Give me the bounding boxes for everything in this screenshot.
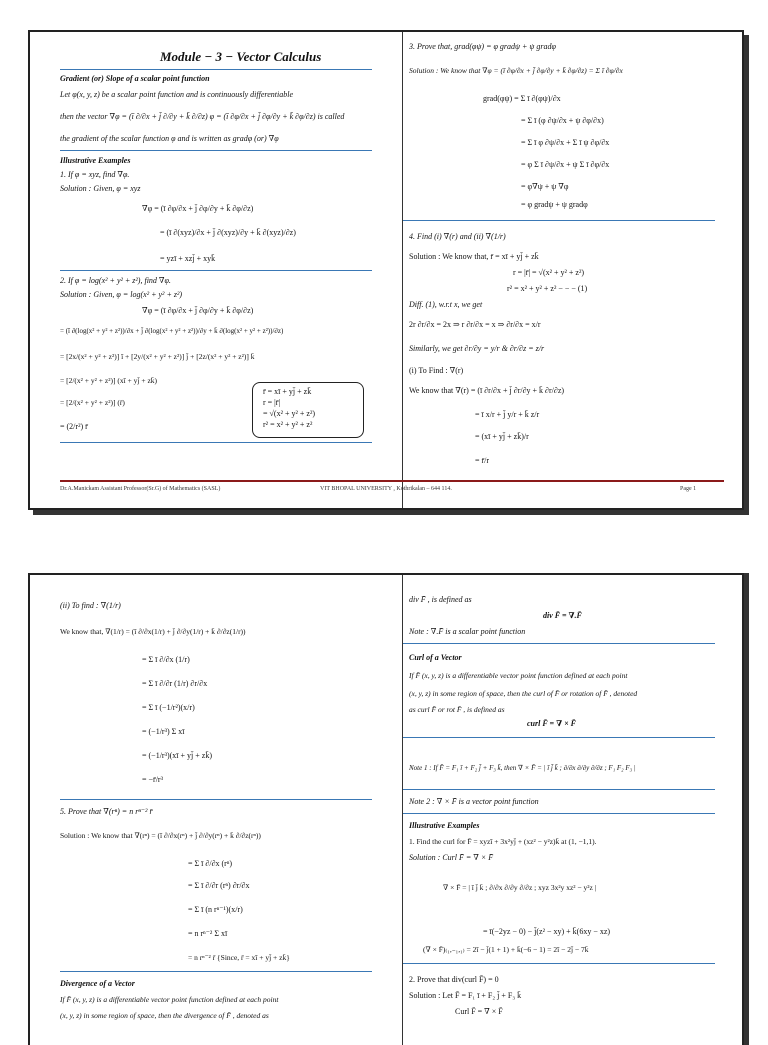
equation-line: = yzī + xzj̄ + xyk̄ xyxy=(160,254,216,263)
text-line: Diff. (1), w.r.t x, we get xyxy=(409,300,483,309)
divider xyxy=(403,737,715,738)
divider xyxy=(60,150,372,151)
divider xyxy=(403,813,715,814)
divider xyxy=(403,220,715,221)
equation-line: = Σ ī ∂/∂x (1/r) xyxy=(142,655,190,664)
equation-line: r = |r̄| = √(x² + y² + z²) xyxy=(513,268,585,277)
equation-line: = Σ ī (−1/r²)(x/r) xyxy=(142,703,195,712)
page2-left-column xyxy=(30,575,374,1045)
equation-line: = (2/r²) r̄ xyxy=(60,422,88,431)
divider xyxy=(60,799,372,800)
equation-line: = n rⁿ⁻² r̄ {Since, r̄ = xī + yj̄ + zk̄} xyxy=(188,953,290,962)
equation-line: = Σ ī (φ ∂ψ/∂x + ψ ∂φ/∂x) xyxy=(521,116,604,125)
equation-line: grad(φψ) = Σ ī ∂(φψ)/∂x xyxy=(483,94,561,103)
equation-line: 2r ∂r/∂x = 2x ⇒ r ∂r/∂x = x ⇒ ∂r/∂x = x/r xyxy=(409,320,541,329)
example-question: 1. Find the curl for F̄ = xyzī + 3x²yj̄ + (xz² − y²z)k̄ at (1, −1,1). xyxy=(409,837,597,846)
document-page-1 xyxy=(28,30,744,510)
equation-line: = [2x/(x² + y² + z²)] ī + [2y/(x² + y² + z²)] j̄ + [2z/(x² + y² + z²)] k̄ xyxy=(60,352,255,361)
example-solution: Solution : Curl F̄ = ∇ × F̄ xyxy=(409,853,494,862)
equation-line: = (ī ∂(log(x² + y² + z²))/∂x + j̄ ∂(log(x² + y² + z²))/∂y + k̄ ∂(log(x² + y² + z²))/∂z) xyxy=(60,327,284,335)
divider xyxy=(403,643,715,644)
equation-line: We know that, ∇(1/r) = (ī ∂/∂x(1/r) + j̄ ∂/∂y(1/r) + k̄ ∂/∂z(1/r)) xyxy=(60,627,246,636)
equation-line: = [2/(x² + y² + z²)] (xī + yj̄ + zk̄) xyxy=(60,376,158,385)
equation-line: = ī x/r + j̄ y/r + k̄ z/r xyxy=(475,410,540,419)
equation-line: = φ∇ψ + ψ ∇φ xyxy=(521,182,569,191)
footer-page-number: Page 1 xyxy=(680,486,697,492)
equation-line: = Σ ī ∂/∂r (rⁿ) ∂r/∂x xyxy=(188,881,250,890)
page2-right-column xyxy=(402,575,742,1045)
divider xyxy=(403,963,715,964)
section-heading-examples: Illustrative Examples xyxy=(409,821,480,830)
box-line: r = |r̄| xyxy=(263,398,281,407)
equation-line: r² = x² + y² + z² − − − (1) xyxy=(507,284,588,293)
example-question: 2. Prove that div(curl F̄) = 0 xyxy=(409,975,499,984)
example-question: 3. Prove that, grad(φψ) = φ gradψ + ψ gradφ xyxy=(409,42,556,51)
section-heading-gradient: Gradient (or) Slope of a scalar point function xyxy=(60,74,210,83)
footer-university: VIT BHOPAL UNIVERSITY , Kothrikalan – 644 114. xyxy=(320,486,452,492)
text-line: (x, y, z) in some region of space, then the divergence of F̄ , denoted as xyxy=(60,1011,269,1020)
example-solution: Solution : We know that ∇(rⁿ) = (ī ∂/∂x(rⁿ) + j̄ ∂/∂y(rⁿ) + k̄ ∂/∂z(rⁿ)) xyxy=(60,831,261,840)
equation-line: = −r̄/r³ xyxy=(142,775,163,784)
example-question: 1. If φ = xyz, find ∇φ. xyxy=(60,170,130,179)
divider xyxy=(60,442,372,443)
page-title: Module − 3 − Vector Calculus xyxy=(160,49,322,64)
example-solution: Solution : Given, φ = xyz xyxy=(60,184,141,193)
note-line: Note : ∇.F̄ is a scalar point function xyxy=(409,627,526,636)
equation-line: We know that ∇(r) = (ī ∂r/∂x + j̄ ∂r/∂y + k̄ ∂r/∂z) xyxy=(409,386,565,395)
example-solution: Solution : Let F̄ = F₁ ī + F₂ j̄ + F₃ k̄ xyxy=(409,991,522,1000)
document-page-2 xyxy=(28,573,744,1045)
example-question: 2. If φ = log(x² + y² + z²), find ∇φ. xyxy=(60,276,171,285)
note-line: Note 2 : ∇ × F̄ is a vector point function xyxy=(409,797,539,806)
example-question: 4. Find (i) ∇(r) and (ii) ∇(1/r) xyxy=(409,232,506,241)
equation-line: = φ gradψ + ψ gradφ xyxy=(521,200,588,209)
equation-line: = n rⁿ⁻² Σ xī xyxy=(188,929,228,938)
equation-line: = φ Σ ī ∂ψ/∂x + ψ Σ ī ∂φ/∂x xyxy=(521,160,610,169)
equation-line: Curl F̄ = ∇ × F̄ xyxy=(455,1007,503,1016)
footer-author: Dr.A.Manickam Assistant Professor(Sr.G) of Mathematics (SASL) xyxy=(60,486,221,492)
gradient-definition-line: then the vector ∇φ = (ī ∂/∂x + j̄ ∂/∂y + k̄ ∂/∂z) φ = (ī ∂φ/∂x + j̄ ∂φ/∂y + k̄ ∂φ/∂z) is called xyxy=(60,112,345,121)
divider xyxy=(60,971,372,972)
section-heading-examples: Illustrative Examples xyxy=(60,156,131,165)
equation-line: = [2/(x² + y² + z²)] (r̄) xyxy=(60,398,125,407)
text-line: (i) To Find : ∇(r) xyxy=(409,366,464,375)
gradient-definition-line: Let φ(x, y, z) be a scalar point function and is continuously differentiable xyxy=(60,90,293,99)
text-line: If F̄ (x, y, z) is a differentiable vector point function defined at each point xyxy=(409,671,628,680)
divider xyxy=(60,69,372,70)
gradient-definition-line: the gradient of the scalar function φ and is written as gradφ (or) ∇φ xyxy=(60,134,279,143)
equation-line: = Σ ī ∂/∂x (rⁿ) xyxy=(188,859,233,868)
page1-left-column xyxy=(30,32,374,508)
definition-box xyxy=(252,382,364,438)
example-question: 5. Prove that ∇(rⁿ) = n rⁿ⁻² r̄ xyxy=(60,807,153,816)
box-line: r² = x² + y² + z² xyxy=(263,420,313,429)
text-line: Similarly, we get ∂r/∂y = y/r & ∂r/∂z = z/r xyxy=(409,344,545,353)
equation-line: = ī(−2yz − 0) − j̄(z² − xy) + k̄(6xy − xz) xyxy=(483,927,611,936)
equation-line: = (−1/r³)(xī + yj̄ + zk̄) xyxy=(142,751,212,760)
equation-line: = r̄/r xyxy=(475,456,490,465)
page1-right-column xyxy=(402,32,742,508)
example-solution: Solution : We know that, r̄ = xī + yj̄ + zk̄ xyxy=(409,252,539,261)
section-heading-curl: Curl of a Vector xyxy=(409,653,462,662)
note-line: Note 1 : If F̄ = F₁ ī + F₂ j̄ + F₃ k̄, then ∇ × F̄ = | ī j̄ k̄ ; ∂/∂x ∂/∂y ∂/∂z ; F₁ F₂ F₃ | xyxy=(409,764,636,772)
equation-line: curl F̄ = ∇ × F̄ xyxy=(527,719,577,728)
text-line: div F̄ , is defined as xyxy=(409,595,472,604)
equation-line: = (ī ∂(xyz)/∂x + j̄ ∂(xyz)/∂y + k̄ ∂(xyz)/∂z) xyxy=(160,228,296,237)
equation-line: = (xī + yj̄ + zk̄)/r xyxy=(475,432,529,441)
equation-line: = Σ ī φ ∂ψ/∂x + Σ ī ψ ∂φ/∂x xyxy=(521,138,610,147)
equation-line: ∇φ = (ī ∂φ/∂x + j̄ ∂φ/∂y + k̄ ∂φ/∂z) xyxy=(142,306,254,315)
box-line: r̄ = xī + yj̄ + zk̄ xyxy=(263,387,312,396)
divider xyxy=(403,789,715,790)
section-heading-divergence: Divergence of a Vector xyxy=(60,979,135,988)
equation-line: = Σ ī (n rⁿ⁻¹)(x/r) xyxy=(188,905,243,914)
equation-line: = Σ ī ∂/∂r (1/r) ∂r/∂x xyxy=(142,679,208,688)
footer-rule xyxy=(60,480,724,482)
equation-line: = (−1/r³) Σ xī xyxy=(142,727,185,736)
example-question: (ii) To find : ∇(1/r) xyxy=(60,601,121,610)
divider xyxy=(60,270,372,271)
example-solution: Solution : We know that ∇φ = (ī ∂φ/∂x + j̄ ∂φ/∂y + k̄ ∂φ/∂z) = Σ ī ∂φ/∂x xyxy=(409,66,623,75)
equation-line: (∇ × F̄)₍₁,₋₁,₁₎ = 2ī − j̄(1 + 1) + k̄(−6 − 1) = 2ī − 2j̄ − 7k̄ xyxy=(423,945,589,954)
text-line: (x, y, z) in some region of space, then the curl of F̄ or rotation of F̄ , denoted xyxy=(409,689,638,698)
text-line: If F̄ (x, y, z) is a differentiable vector point function defined at each point xyxy=(60,995,279,1004)
equation-line: ∇ × F̄ = | ī j̄ k̄ ; ∂/∂x ∂/∂y ∂/∂z ; xyz 3x²y xz² − y²z | xyxy=(443,883,597,892)
example-solution: Solution : Given, φ = log(x² + y² + z²) xyxy=(60,290,183,299)
equation-line: ∇φ = (ī ∂φ/∂x + j̄ ∂φ/∂y + k̄ ∂φ/∂z) xyxy=(142,204,254,213)
equation-line: div F̄ = ∇.F̄ xyxy=(543,611,582,620)
box-line: = √(x² + y² + z²) xyxy=(263,409,315,418)
text-line: as curl F̄ or rot F̄ , is defined as xyxy=(409,705,505,714)
